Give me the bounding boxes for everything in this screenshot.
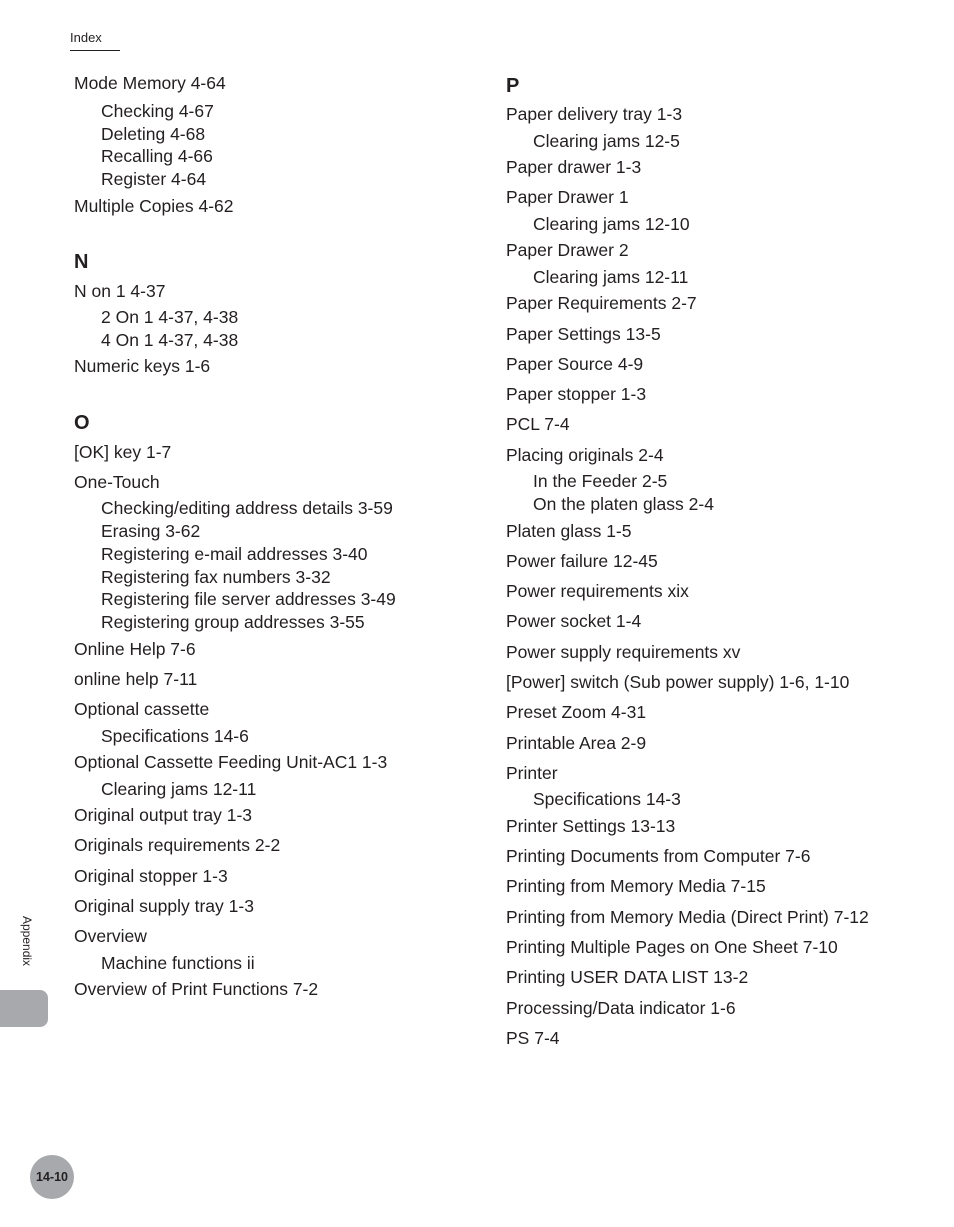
index-subentry: Registering file server addresses 3-49 (101, 589, 396, 609)
index-subentry: Clearing jams 12-11 (533, 267, 689, 287)
index-entry: Paper delivery tray 1-3 (506, 104, 683, 124)
index-entry: Paper Requirements 2-7 (506, 293, 697, 313)
index-subentry: 2 On 1 4-37, 4-38 (101, 307, 239, 327)
index-entry: Printer (506, 763, 558, 783)
index-entry: Printer Settings 13-13 (506, 816, 676, 836)
index-subentry: Registering e-mail addresses 3-40 (101, 544, 368, 564)
index-entry: One-Touch (74, 472, 160, 492)
index-entry: Paper Settings 13-5 (506, 324, 661, 344)
index-entry: Mode Memory 4-64 (74, 73, 226, 93)
index-entry: Paper Drawer 2 (506, 240, 629, 260)
index-entry: Printing from Memory Media 7-15 (506, 876, 766, 896)
index-subentry: Machine functions ii (101, 953, 255, 973)
index-subentry: On the platen glass 2-4 (533, 494, 714, 514)
index-entry: Original stopper 1-3 (74, 866, 228, 886)
index-entry: PCL 7-4 (506, 414, 570, 434)
index-entry: Printable Area 2-9 (506, 733, 647, 753)
index-entry: Overview (74, 926, 147, 946)
index-subentry: 4 On 1 4-37, 4-38 (101, 330, 239, 350)
index-entry: N on 1 4-37 (74, 281, 166, 301)
index-subentry: Register 4-64 (101, 169, 207, 189)
index-entry: Placing originals 2-4 (506, 445, 664, 465)
index-entry: Platen glass 1-5 (506, 521, 632, 541)
index-subentry: Specifications 14-6 (101, 726, 249, 746)
index-entry: Paper drawer 1-3 (506, 157, 642, 177)
index-entry: Overview of Print Functions 7-2 (74, 979, 319, 999)
index-entry: Printing Multiple Pages on One Sheet 7-10 (506, 937, 838, 957)
index-subentry: Clearing jams 12-11 (101, 779, 257, 799)
index-subentry: In the Feeder 2-5 (533, 471, 668, 491)
index-entry: Originals requirements 2-2 (74, 835, 281, 855)
index-entry: Processing/Data indicator 1-6 (506, 998, 736, 1018)
index-entry: Printing Documents from Computer 7-6 (506, 846, 811, 866)
appendix-side-tab (0, 990, 48, 1027)
index-entry: Paper stopper 1-3 (506, 384, 647, 404)
index-subentry: Clearing jams 12-10 (533, 214, 690, 234)
index-entry: Printing from Memory Media (Direct Print) 7-12 (506, 907, 869, 927)
section-letter-o: O (74, 412, 90, 434)
index-entry: Optional Cassette Feeding Unit-AC1 1-3 (74, 752, 388, 772)
index-entry: Paper Drawer 1 (506, 187, 629, 207)
index-entry: Paper Source 4-9 (506, 354, 644, 374)
index-subentry: Clearing jams 12-5 (533, 131, 680, 151)
index-entry: Original output tray 1-3 (74, 805, 253, 825)
header-rule (70, 50, 120, 51)
index-entry: PS 7-4 (506, 1028, 560, 1048)
index-subentry: Recalling 4-66 (101, 146, 213, 166)
index-entry: Optional cassette (74, 699, 210, 719)
index-entry: Online Help 7-6 (74, 639, 196, 659)
index-entry: Numeric keys 1-6 (74, 356, 211, 376)
running-header: Index (70, 30, 102, 45)
index-entry: Original supply tray 1-3 (74, 896, 254, 916)
index-entry: [Power] switch (Sub power supply) 1-6, 1-10 (506, 672, 850, 692)
index-subentry: Registering fax numbers 3-32 (101, 567, 331, 587)
index-entry: Power requirements xix (506, 581, 689, 601)
index-entry: online help 7-11 (74, 669, 198, 689)
index-entry: Preset Zoom 4-31 (506, 702, 647, 722)
index-subentry: Registering group addresses 3-55 (101, 612, 365, 632)
section-letter-n: N (74, 251, 89, 273)
index-entry: Printing USER DATA LIST 13-2 (506, 967, 749, 987)
index-subentry: Specifications 14-3 (533, 789, 681, 809)
index-entry: [OK] key 1-7 (74, 442, 172, 462)
index-entry: Multiple Copies 4-62 (74, 196, 234, 216)
index-subentry: Checking 4-67 (101, 101, 214, 121)
index-entry: Power failure 12-45 (506, 551, 658, 571)
index-entry: Power socket 1-4 (506, 611, 642, 631)
appendix-side-label: Appendix (20, 916, 34, 967)
index-entry: Power supply requirements xv (506, 642, 741, 662)
index-subentry: Checking/editing address details 3-59 (101, 498, 393, 518)
page-number-badge: 14-10 (30, 1155, 74, 1199)
index-subentry: Deleting 4-68 (101, 124, 206, 144)
index-subentry: Erasing 3-62 (101, 521, 201, 541)
section-letter-p: P (506, 75, 520, 97)
